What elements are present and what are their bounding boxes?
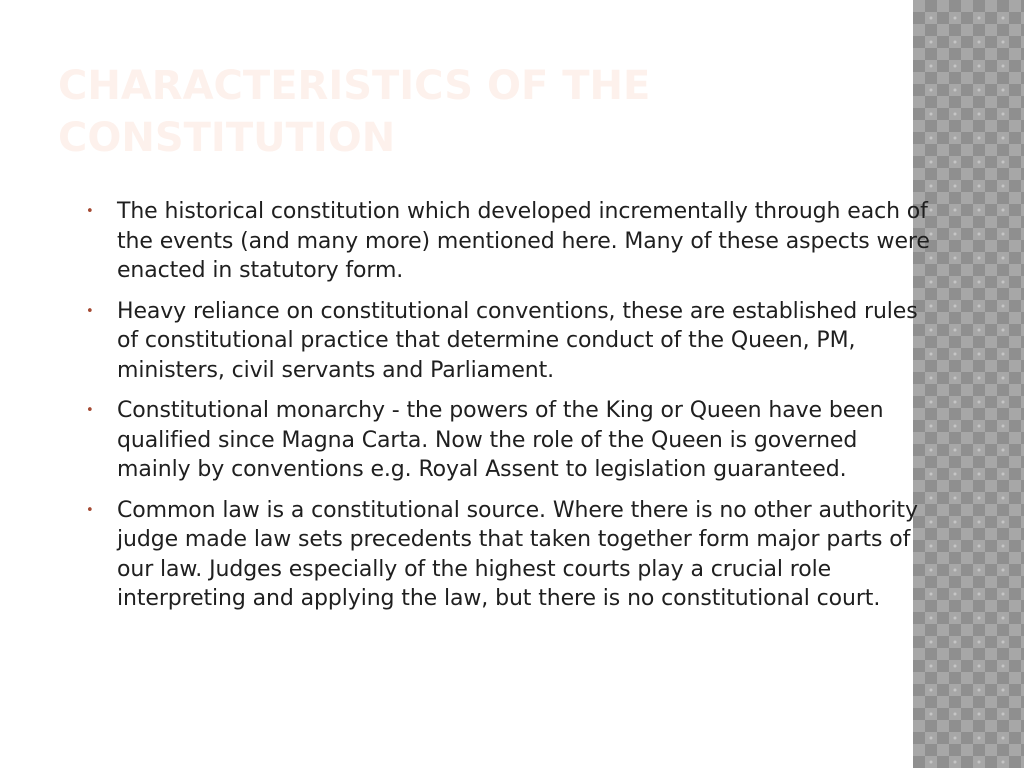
bullet-text: Constitutional monarchy - the powers of the King or Queen have been qualified since Magna Carta. Now the role of the Queen is governed mainly by conventions e.g. Royal Assent to legislation guaranteed. (117, 398, 884, 482)
bullet-text: The historical constitution which developed incrementally through each of the events (and many more) mentioned here. Many of these aspects were enacted in statutory form. (117, 199, 930, 283)
bullet-point-icon: • (86, 403, 94, 418)
bullet-point-icon: • (86, 303, 94, 319)
bullet-list (86, 197, 936, 625)
bullet-text: Common law is a constitutional source. Where there is no other authority judge made law sets precedents that taken together form major parts of our law. Judges especially of the highest courts play a crucial role interpreting and applying the law, but there is no constitutional court. (117, 497, 918, 611)
bullet-item-historical-constitution (86, 197, 936, 286)
bullet-text: Heavy reliance on constitutional conventions, these are established rules of constitutional practice that determine conduct of the Queen, PM, ministers, civil servants and Parliament. (117, 298, 918, 383)
bullet-item-constitutional-monarchy (86, 396, 936, 485)
slide-title: CHARACTERISTICS OF THE CONSTITUTION (58, 63, 651, 161)
bullet-point-icon: • (86, 204, 94, 219)
bullet-point-icon: • (86, 502, 94, 518)
bullet-item-constitutional-conventions (86, 297, 936, 386)
bullet-item-common-law (86, 496, 936, 614)
